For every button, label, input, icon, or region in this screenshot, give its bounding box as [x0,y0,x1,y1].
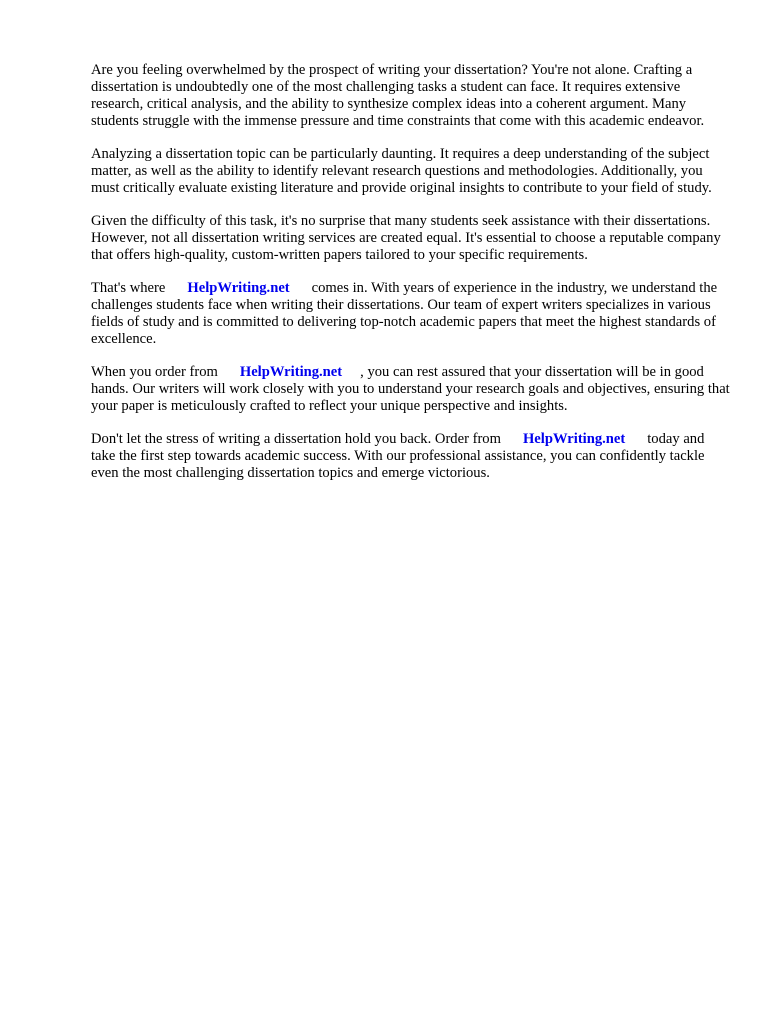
helpwriting-link[interactable]: HelpWriting.net [239,364,343,380]
paragraph-analysis [91,146,731,197]
paragraph-text: Analyzing a dissertation topic can be particularly daunting. It requires a deep understanding of the subject matter, as well as the ability to identify relevant research questions and methodologies. Additionally, you must critically evaluate existing literature and provide original insights to contribute to your field of study. [91,146,712,196]
document-body [91,62,731,498]
paragraph-difficulty [91,213,731,264]
paragraph-order-from [91,364,731,415]
paragraph-conclusion [91,431,731,482]
paragraph-text: Given the difficulty of this task, it's no surprise that many students seek assistance with their dissertations. However, not all dissertation writing services are created equal. It's essential to choose a reputable company that offers high-quality, custom-written papers tailored to your specific requirements. [91,213,721,263]
paragraph-text: Are you feeling overwhelmed by the prospect of writing your dissertation? You're not alone. Crafting a dissertation is undoubtedly one of the most challenging tasks a student can face. It requires extensive research, critical analysis, and the ability to synthesize complex ideas into a coherent argument. Many students struggle with the immense pressure and time constraints that come with this academic endeavor. [91,62,705,129]
paragraph-intro [91,62,731,130]
helpwriting-link[interactable]: HelpWriting.net [522,431,626,447]
paragraph-text-after: today and take the first step towards academic success. With our professional assistance, you can confidently tackle even the most challenging dissertation topics and emerge victorious. [91,431,705,481]
helpwriting-link[interactable]: HelpWriting.net [187,280,290,296]
paragraph-text-before: When you order from [91,364,218,380]
paragraph-text-before: That's where [91,280,166,296]
paragraph-text-before: Don't let the stress of writing a dissertation hold you back. Order from [91,431,501,447]
paragraph-thats-where [91,280,731,348]
paragraph-text-after: , you can rest assured that your dissertation will be in good hands. Our writers will work closely with you to understand your research goals and objectives, ensuring that your paper is meticulously crafted to reflect your unique perspective and insights. [91,364,730,414]
paragraph-text-after: comes in. With years of experience in the industry, we understand the challenges students face when writing their dissertations. Our team of expert writers specializes in various fields of study and is committed to delivering top-notch academic papers that meet the highest standards of excellence. [91,280,718,347]
